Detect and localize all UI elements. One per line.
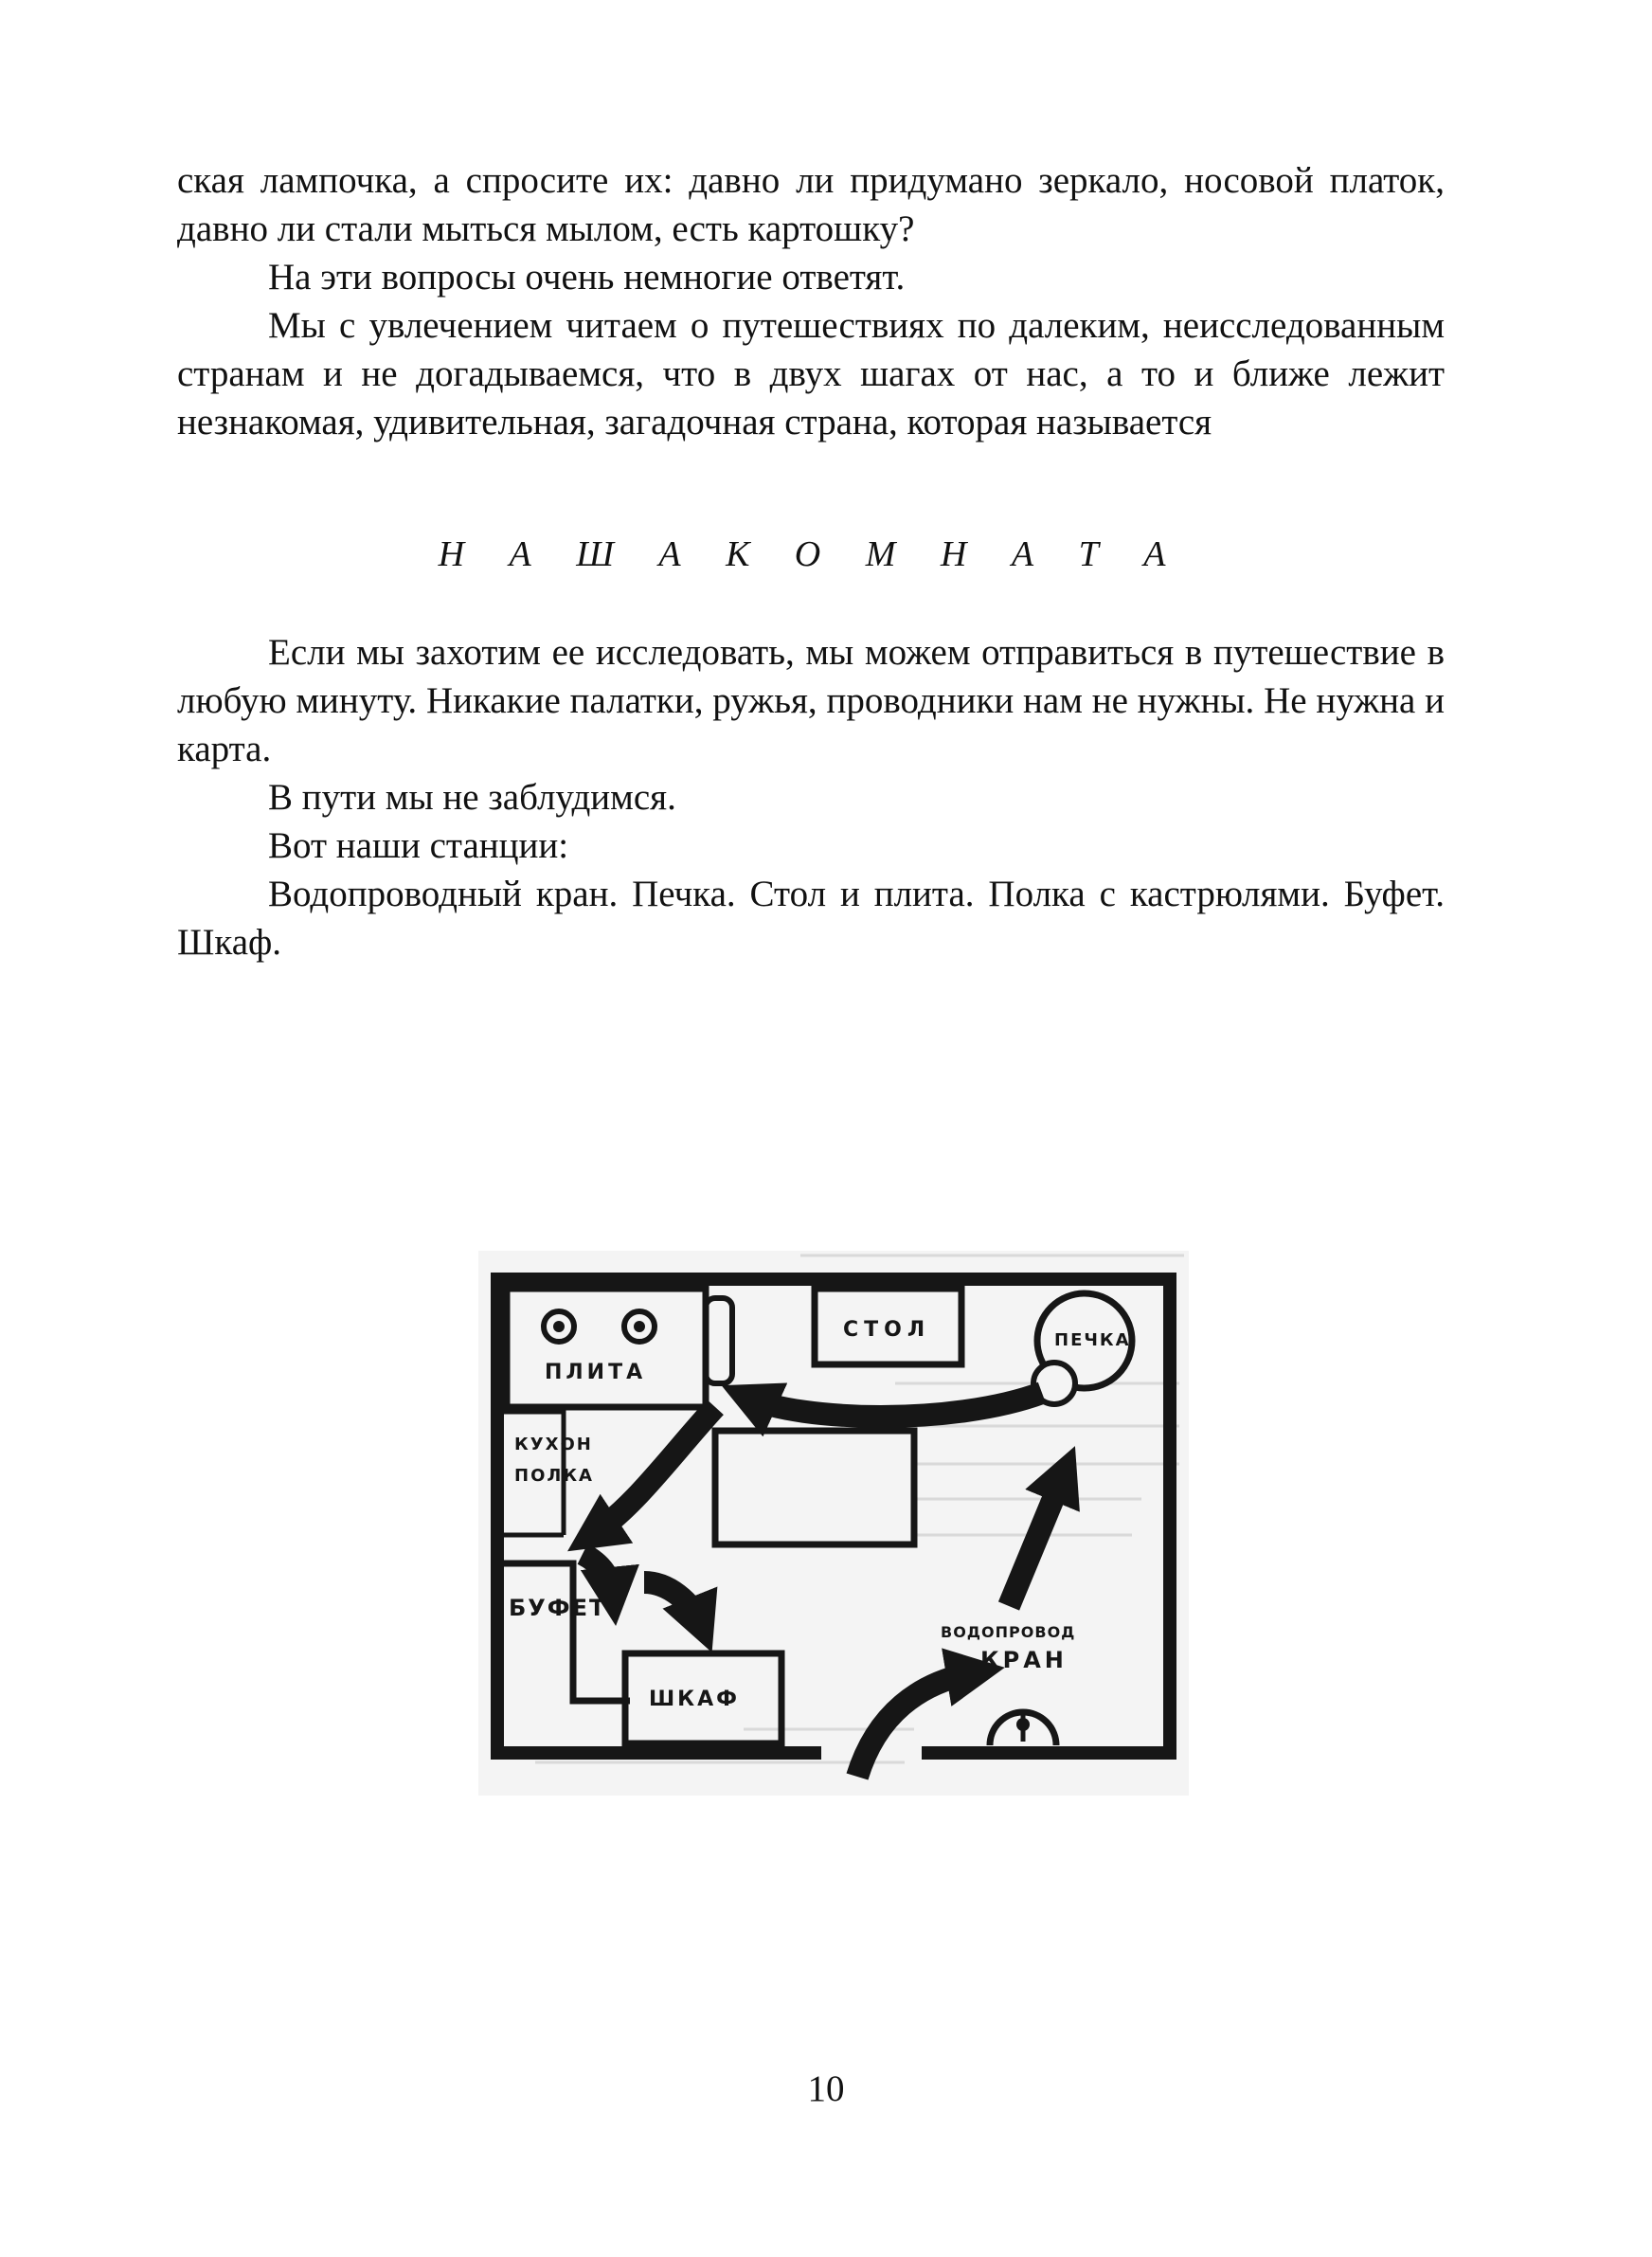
body-text bbox=[177, 628, 1445, 966]
tap-label: КРАН bbox=[980, 1647, 1068, 1673]
intro-paragraph-1: ская лампочка, а спросите их: давно ли придумано зеркало, носовой платок, давно ли стали мыться мылом, есть картошку? bbox=[177, 160, 1445, 249]
shelf-label-1: КУХОН bbox=[514, 1435, 593, 1454]
intro-paragraph-2: На эти вопросы очень немногие ответят. bbox=[268, 257, 906, 298]
body-paragraph-2: В пути мы не заблудимся. bbox=[268, 777, 676, 818]
section-heading: Н А Ш А К О М Н А Т А bbox=[438, 534, 1184, 574]
water-label: ВОДОПРОВОД bbox=[941, 1623, 1076, 1641]
center-rug bbox=[715, 1431, 914, 1544]
page-number: 10 bbox=[807, 2068, 845, 2109]
intro-text bbox=[177, 156, 1445, 446]
body-paragraph-1: Если мы захотим ее исследовать, мы можем отправиться в путешествие в любую минуту. Никакие палатки, ружья, проводники нам не нужны. Не нужна и карта. bbox=[177, 632, 1445, 769]
body-paragraph-3: Вот наши станции: bbox=[268, 825, 569, 866]
table-label: СТОЛ bbox=[843, 1318, 931, 1342]
body-paragraph-4: Водопроводный кран. Печка. Стол и плита. Полка с кастрюлями. Буфет. Шкаф. bbox=[177, 874, 1445, 963]
stove-label: ПЛИТА bbox=[545, 1361, 647, 1384]
sideboard-label: БУФЕТ bbox=[509, 1595, 607, 1621]
cupboard-label: ШКАФ bbox=[649, 1688, 741, 1711]
room-plan-figure bbox=[478, 1251, 1189, 1796]
shelf-label-2: ПОЛКА bbox=[514, 1466, 594, 1486]
room-plan-drawing bbox=[478, 1251, 1189, 1796]
oven-label: ПЕЧКА bbox=[1054, 1330, 1131, 1350]
intro-paragraph-3: Мы с увлечением читаем о путешествиях по далеким, неисследованным странам и не догадываемся, что в двух шагах от нас, а то и ближе лежит незнакомая, удивительная, загадочная страна, которая называется bbox=[177, 305, 1445, 442]
